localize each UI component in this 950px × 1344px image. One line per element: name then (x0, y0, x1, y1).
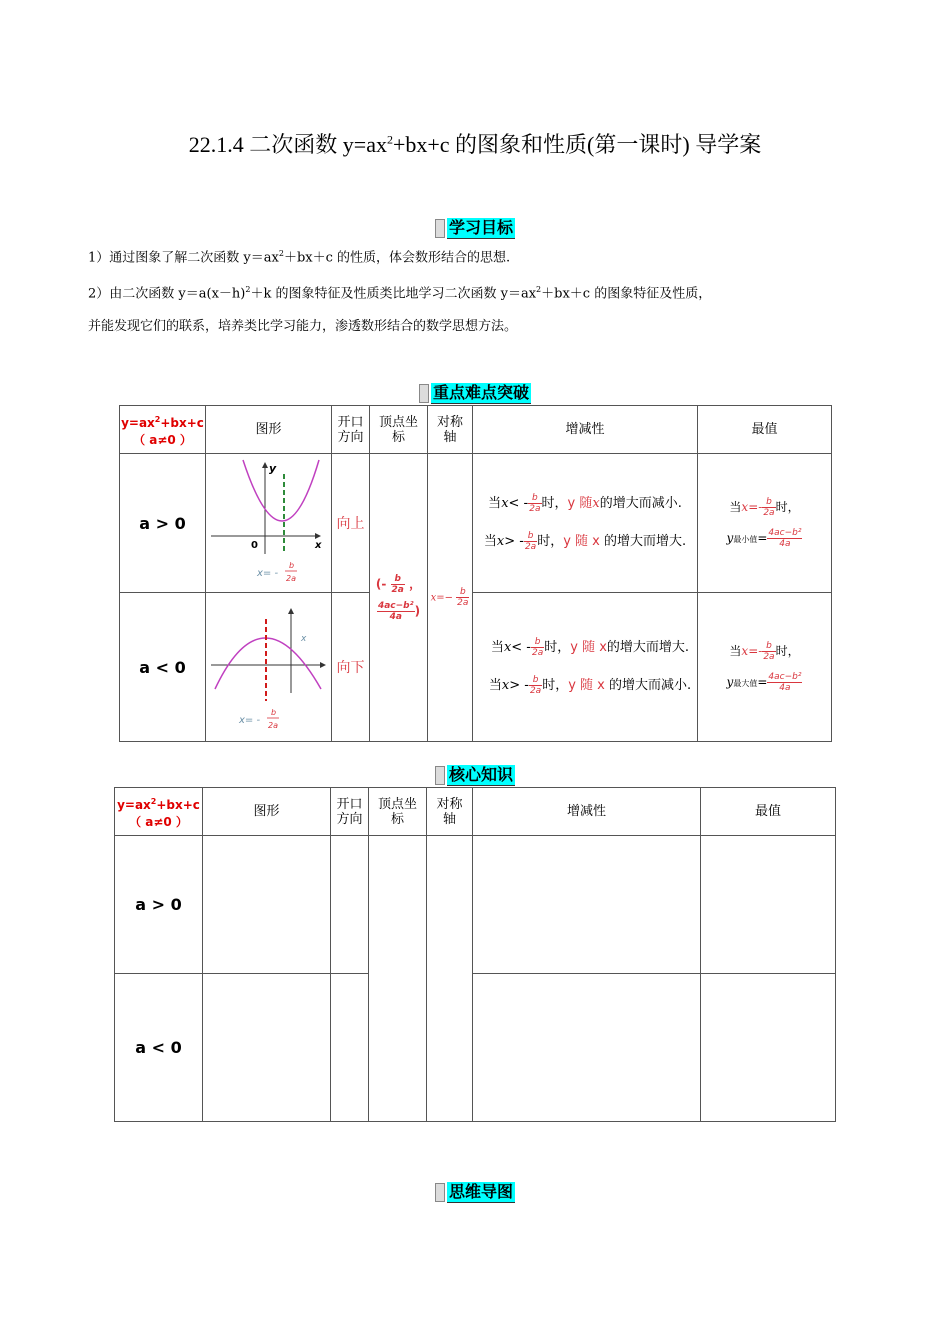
ep-when: 当 (729, 500, 742, 514)
ho2-2: 方向 (336, 811, 363, 827)
mp1-x: x (501, 496, 509, 511)
en-when: 当 (729, 644, 742, 658)
mp2-gt: > - (504, 534, 524, 549)
ho-2: 方向 (337, 429, 364, 445)
graph-downward (206, 593, 332, 742)
mn2-y: y 随 x (568, 678, 605, 693)
graph-y-label: y (268, 462, 276, 475)
title-prefix: 22.1.4 二次函数 y=ax (188, 132, 387, 157)
section-marker-icon (435, 766, 445, 785)
section-core (0, 765, 950, 787)
graph-cap-num: b (288, 561, 294, 570)
table-header-row (120, 406, 832, 454)
goal-line-2 (88, 280, 878, 303)
ext-neg-line2 (698, 672, 831, 693)
parabola-down-graph (207, 593, 331, 737)
open-down: 向下 (332, 593, 370, 742)
section-marker-icon (435, 219, 445, 238)
en-f2a: 2a (763, 652, 775, 662)
hv-2: 标 (391, 429, 405, 445)
monotonicity-negative (473, 593, 698, 742)
y-axis-arrow-icon (288, 608, 294, 614)
header-monotonicity: 增减性 (473, 406, 698, 454)
section-goals (0, 218, 950, 240)
open-up: 向上 (332, 454, 370, 593)
row-label-negative: a < 0 (120, 593, 206, 742)
header-open (332, 406, 370, 454)
header-function (120, 406, 206, 454)
blank-vertex-cell[interactable] (369, 836, 427, 1122)
mp1-a: 当 (488, 496, 502, 511)
mono-neg-line1 (483, 629, 697, 667)
goal-2-sup: 2 (245, 285, 251, 294)
goal-2a: 2）由二次函数 y＝a(x－h) (88, 286, 246, 302)
axis-minus: − (444, 592, 453, 604)
axis-x: x= (430, 592, 445, 604)
hf-sup: 2 (154, 414, 161, 424)
ep-fb: b (762, 497, 775, 508)
vertex-2a: 2a (391, 584, 404, 595)
y-axis-arrow-icon (262, 462, 268, 468)
mn1-f2a: 2a (532, 648, 544, 658)
mp2-c: 的增大而增大. (599, 534, 687, 549)
graph-caption: x= - (238, 715, 260, 726)
mn2-c: 的增大而减小. (604, 678, 692, 693)
graph-x-label: x (300, 634, 306, 644)
table-row-a-negative (115, 974, 836, 1122)
section-marker-icon (435, 1183, 445, 1202)
mn1-x: x (503, 640, 512, 655)
graph-cap-den: 2a (285, 574, 296, 583)
ext-pos-line1 (698, 497, 831, 518)
mn1-lt: < - (511, 640, 531, 655)
ep-f2a: 2a (763, 508, 775, 518)
blank-mono-cell[interactable] (473, 974, 701, 1122)
en-y: y (726, 675, 734, 689)
key-points-table (119, 405, 832, 742)
mn1-y: y 随 x (570, 640, 607, 655)
goal-1b: ＋bx＋c 的性质，体会数形结合的思想. (283, 250, 511, 266)
table-header-row (115, 788, 836, 836)
header-axis (427, 788, 473, 836)
mp2-fb: b (524, 531, 537, 542)
en-den: 4a (779, 683, 791, 693)
blank-shape-cell[interactable] (203, 836, 331, 974)
table-row-a-negative (120, 593, 832, 742)
page-title (0, 128, 950, 159)
section-mindmap (0, 1182, 950, 1204)
extreme-negative (698, 593, 832, 742)
mn2-x: x (501, 678, 510, 693)
goal-2-sup2: 2 (536, 285, 542, 294)
mn1-fb: b (531, 637, 544, 648)
vertex-cell (370, 454, 428, 742)
hv2-1: 顶点坐 (377, 796, 417, 812)
header-shape: 图形 (203, 788, 331, 836)
vertex-open: (- (375, 576, 387, 591)
ho2-1: 开口 (336, 796, 363, 812)
mono-pos-line2 (473, 523, 697, 561)
section-marker-icon (419, 384, 429, 403)
blank-axis-cell[interactable] (427, 836, 473, 1122)
hf-c: （ a≠0 ） (133, 432, 192, 447)
header-extreme: 最值 (698, 406, 832, 454)
mp1-y: y 随 (567, 496, 593, 511)
mn2-fb: b (529, 675, 542, 686)
en-x: x=- (741, 644, 763, 658)
ep-num: 4ac−b² (768, 528, 802, 538)
graph-x-label: x (314, 540, 321, 551)
ha2-2: 轴 (442, 811, 456, 827)
en-num: 4ac−b² (768, 672, 802, 682)
axis-2a: 2a (457, 598, 469, 608)
hf2-sup: 2 (150, 796, 157, 806)
section-goals-label: 学习目标 (448, 218, 513, 237)
ext-pos-line2 (698, 528, 831, 549)
ha-1: 对称 (436, 414, 463, 430)
vertex-den: 4a (389, 611, 402, 622)
mp1-c: 的增大而减小. (599, 496, 682, 511)
goal-2c: ＋bx＋c 的图象特征及性质， (541, 286, 712, 302)
section-key-points-label: 重点难点突破 (432, 383, 529, 402)
ep-y: y (726, 531, 734, 545)
ep-eq: = (757, 531, 768, 545)
vertex-num: 4ac−b² (377, 600, 414, 611)
row-label-positive: a > 0 (115, 836, 203, 974)
en-fb: b (762, 641, 775, 652)
en-sub: 最大值 (733, 679, 758, 688)
goal-2b: ＋k 的图象特征及性质类比地学习二次函数 y＝ax (250, 286, 537, 302)
mp1-lt: < - (508, 496, 529, 511)
table-row-a-positive (115, 836, 836, 974)
header-vertex (370, 406, 428, 454)
mono-neg-line2 (483, 667, 697, 705)
ep-sub: 最小值 (733, 535, 758, 544)
mp1-b: 时， (541, 496, 568, 511)
graph-origin-label: 0 (250, 540, 258, 551)
vertex-b: b (391, 574, 405, 585)
goal-line-3: 并能发现它们的联系，培养类比学习能力，渗透数形结合的数学思想方法。 (88, 319, 518, 334)
header-vertex (369, 788, 427, 836)
graph-caption: x= - (256, 568, 278, 579)
hf2-c: （ a≠0 ） (129, 814, 188, 829)
blank-shape-cell[interactable] (203, 974, 331, 1122)
table-row-a-positive (120, 454, 832, 593)
blank-open-cell[interactable] (331, 836, 369, 974)
ha-2: 轴 (443, 429, 457, 445)
x-axis-arrow-icon (320, 662, 326, 668)
mono-pos-line1 (473, 485, 697, 523)
vertex-comma: ， (409, 576, 422, 591)
ep-x: x=- (741, 500, 763, 514)
hf-b: +bx+c (160, 415, 204, 430)
graph-cap-den: 2a (267, 721, 278, 730)
title-suffix: +bx+c 的图象和性质(第一课时) 导学案 (392, 132, 762, 157)
hf-a: y=ax (121, 415, 155, 430)
extreme-positive (698, 454, 832, 593)
hv-1: 顶点坐 (378, 414, 418, 430)
hv2-2: 标 (390, 811, 404, 827)
goal-1a: 1）通过图象了解二次函数 y＝ax (88, 250, 279, 266)
header-function (115, 788, 203, 836)
header-axis (428, 406, 473, 454)
graph-upward (206, 454, 332, 593)
title-sup: 2 (386, 132, 393, 147)
mp2-b: 时， (537, 534, 564, 549)
header-shape: 图形 (206, 406, 332, 454)
parabola-up-graph (207, 454, 331, 588)
header-open (331, 788, 369, 836)
vertex-close: ) (414, 603, 421, 618)
core-knowledge-table (114, 787, 836, 1122)
axis-b: b (456, 587, 469, 598)
mp2-y: y 随 x (563, 534, 600, 549)
mn2-a: 当 (488, 678, 502, 693)
mp1-fb: b (528, 493, 541, 504)
hf2-a: y=ax (117, 797, 151, 812)
blank-extreme-cell[interactable] (701, 836, 836, 974)
section-mindmap-label: 思维导图 (448, 1182, 513, 1201)
parabola-curve (243, 460, 319, 521)
en-eq: = (757, 675, 768, 689)
mp1-x2: x (592, 496, 600, 511)
monotonicity-positive (473, 454, 698, 593)
parabola-curve (215, 638, 321, 689)
mn2-f2a: 2a (529, 686, 542, 696)
row-label-negative: a < 0 (115, 974, 203, 1122)
header-extreme: 最值 (701, 788, 836, 836)
mn1-a: 当 (490, 640, 504, 655)
ext-neg-line1 (698, 641, 831, 662)
goal-1-sup: 2 (278, 249, 284, 258)
ho-1: 开口 (337, 414, 364, 430)
mp2-x: x (496, 534, 505, 549)
hf2-b: +bx+c (156, 797, 200, 812)
blank-extreme-cell[interactable] (701, 974, 836, 1122)
ep-den: 4a (779, 539, 791, 549)
mp1-f2a: 2a (529, 504, 541, 514)
mp2-a: 当 (483, 534, 497, 549)
ep-time: 时， (775, 500, 800, 514)
x-axis-arrow-icon (315, 533, 321, 539)
mn1-c: 的增大而增大. (606, 640, 690, 655)
section-core-label: 核心知识 (448, 765, 513, 784)
section-key-points (0, 383, 950, 405)
row-label-positive: a > 0 (120, 454, 206, 593)
mn1-b: 时， (544, 640, 571, 655)
axis-cell (428, 454, 473, 742)
mp2-f2a: 2a (524, 542, 537, 552)
header-monotonicity: 增减性 (473, 788, 701, 836)
blank-open-cell[interactable] (331, 974, 369, 1122)
mn2-gt: > - (509, 678, 529, 693)
graph-cap-num: b (270, 708, 276, 717)
blank-mono-cell[interactable] (473, 836, 701, 974)
en-time: 时， (775, 644, 800, 658)
ha2-1: 对称 (436, 796, 463, 812)
mn2-b: 时， (542, 678, 569, 693)
goal-line-1 (88, 244, 878, 267)
